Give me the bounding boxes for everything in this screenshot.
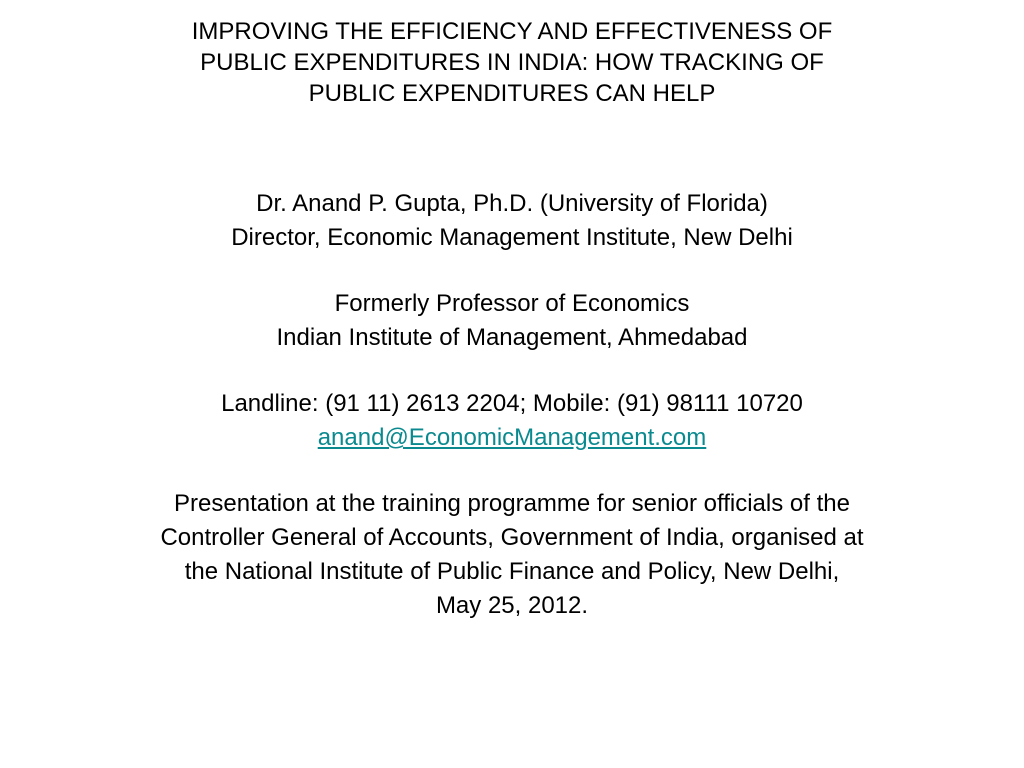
author-position: Director, Economic Management Institute, New Delhi xyxy=(231,224,793,251)
slide-body xyxy=(0,187,1024,623)
title-line: PUBLIC EXPENDITURES CAN HELP xyxy=(308,80,716,107)
title-line: IMPROVING THE EFFICIENCY AND EFFECTIVENESS OF xyxy=(191,18,833,45)
presentation-date: May 25, 2012. xyxy=(435,592,589,619)
former-position-block xyxy=(0,287,1024,355)
slide-title xyxy=(0,16,1024,109)
email-link[interactable]: anand@EconomicManagement.com xyxy=(317,424,707,451)
author-name: Dr. Anand P. Gupta, Ph.D. (University of Florida) xyxy=(256,190,768,217)
former-institution: Indian Institute of Management, Ahmedabad xyxy=(276,324,748,351)
phone-numbers: Landline: (91 11) 2613 2204; Mobile: (91) 98111 10720 xyxy=(221,390,803,417)
title-line: PUBLIC EXPENDITURES IN INDIA: HOW TRACKING OF xyxy=(200,49,824,76)
presentation-line: Controller General of Accounts, Government of India, organised at xyxy=(160,524,864,551)
contact-block xyxy=(0,387,1024,455)
presentation-line: Presentation at the training programme for senior officials of the xyxy=(174,490,850,517)
author-block xyxy=(0,187,1024,255)
presentation-line: the National Institute of Public Finance and Policy, New Delhi, xyxy=(184,558,840,585)
former-role: Formerly Professor of Economics xyxy=(334,290,690,317)
presentation-block xyxy=(0,487,1024,623)
